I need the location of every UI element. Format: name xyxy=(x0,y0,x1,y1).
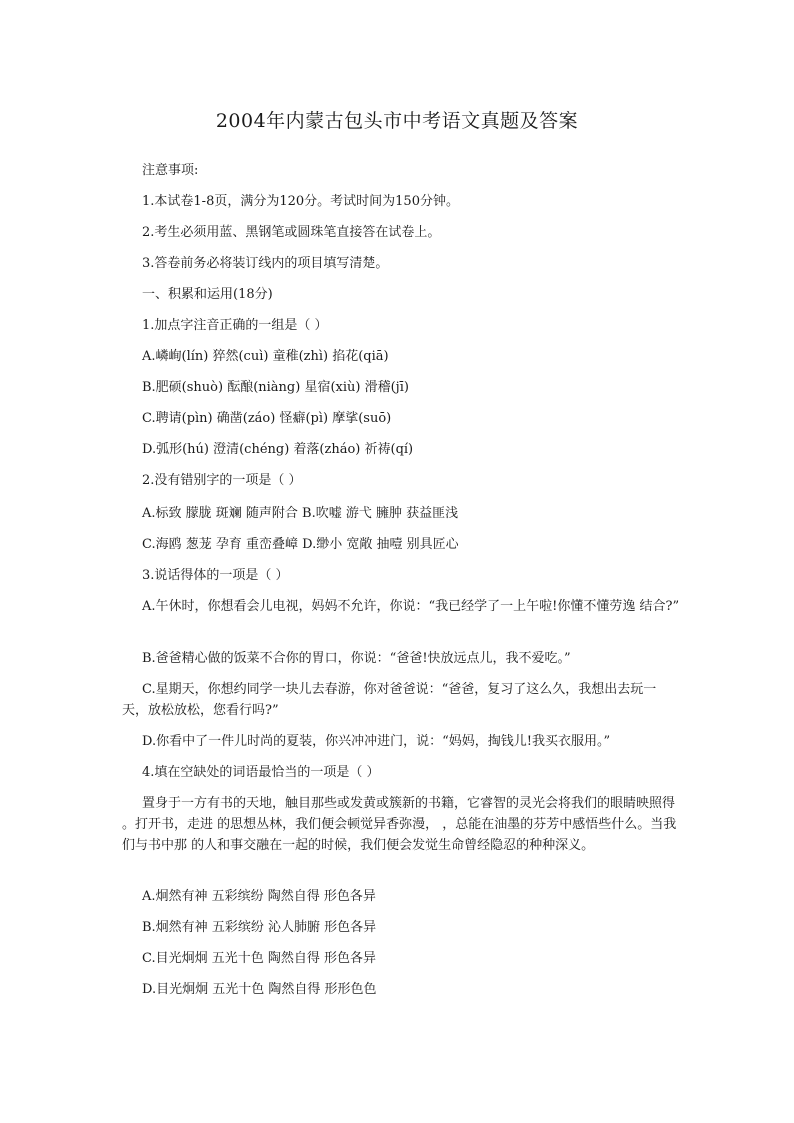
section-heading: 一、积累和运用(18分) xyxy=(142,287,273,302)
question-1-option-d: D.弧形(hú) 澄清(chéng) 着落(zháo) 祈祷(qí) xyxy=(142,442,414,457)
question-3-stem: 3.说话得体的一项是（ ） xyxy=(142,568,289,583)
question-1-option-c: C.聘请(pìn) 确凿(záo) 怪癖(pì) 摩挲(suō) xyxy=(142,411,392,426)
question-4-option-a: A.炯然有神 五彩缤纷 陶然自得 形色各异 xyxy=(142,889,376,904)
question-3-option-a: A.午休时，你想看会儿电视，妈妈不允许，你说：“我已经学了一上午啦!你懂不懂劳逸 结合?” xyxy=(142,599,680,614)
notes-heading: 注意事项: xyxy=(142,163,199,178)
question-3-option-b: B.爸爸精心做的饭菜不合你的胃口，你说：“爸爸!快放远点儿，我不爱吃。” xyxy=(142,651,571,666)
question-4-stem: 4.填在空缺处的词语最恰当的一项是（ ） xyxy=(142,765,380,780)
question-2-stem: 2.没有错别字的一项是（ ） xyxy=(142,473,302,488)
question-4-passage: 置身于一方有书的天地，触目那些或发黄或簇新的书籍，它睿智的灵光会将我们的眼睛映照得 。打开书，走进 的思想丛林，我们便会顿觉异香弥漫， ，总能在油墨的芬芳中感悟些什么。当我们与书中那 的人和事交融在一起的时候，我们便会发觉生命曾经隐忍的种种深义。 xyxy=(122,796,677,853)
page-title: 2004年内蒙古包头市中考语文真题及答案 xyxy=(215,110,579,132)
question-4-option-c: C.目光炯炯 五光十色 陶然自得 形色各异 xyxy=(142,951,377,966)
question-3-option-c: C.星期天，你想约同学一块儿去春游，你对爸爸说：“爸爸，复习了这么久，我想出去玩一天，放松放松，您看行吗?” xyxy=(122,682,657,718)
question-2-options-cd: C.海鸥 葱茏 孕育 重峦叠嶂 D.缈小 宽敞 抽噎 别具匠心 xyxy=(142,537,459,552)
note-item-1: 1.本试卷1-8页，满分为120分。考试时间为150分钟。 xyxy=(142,194,459,209)
question-4-option-d: D.目光炯炯 五光十色 陶然自得 形形色色 xyxy=(142,982,377,997)
question-1-option-b: B.肥硕(shuò) 酝酿(niàng) 星宿(xiù) 滑稽(jī) xyxy=(142,380,409,395)
note-item-3: 3.答卷前务必将装订线内的项目填写清楚。 xyxy=(142,256,389,271)
question-1-stem: 1.加点字注音正确的一组是（ ） xyxy=(142,318,328,333)
question-3-option-d: D.你看中了一件儿时尚的夏装，你兴冲冲进门，说：“妈妈，掏钱儿!我买衣服用。” xyxy=(142,734,611,749)
question-2-options-ab: A.标致 朦胧 斑斓 随声附合 B.吹嘘 游弋 臃肿 获益匪浅 xyxy=(142,506,459,521)
question-4-option-b: B.炯然有神 五彩缤纷 沁人肺腑 形色各异 xyxy=(142,920,377,935)
question-1-option-a: A.嶙峋(lín) 猝然(cuì) 童稚(zhì) 掐花(qiā) xyxy=(142,349,389,364)
note-item-2: 2.考生必须用蓝、黑钢笔或圆珠笔直接答在试卷上。 xyxy=(142,225,441,240)
